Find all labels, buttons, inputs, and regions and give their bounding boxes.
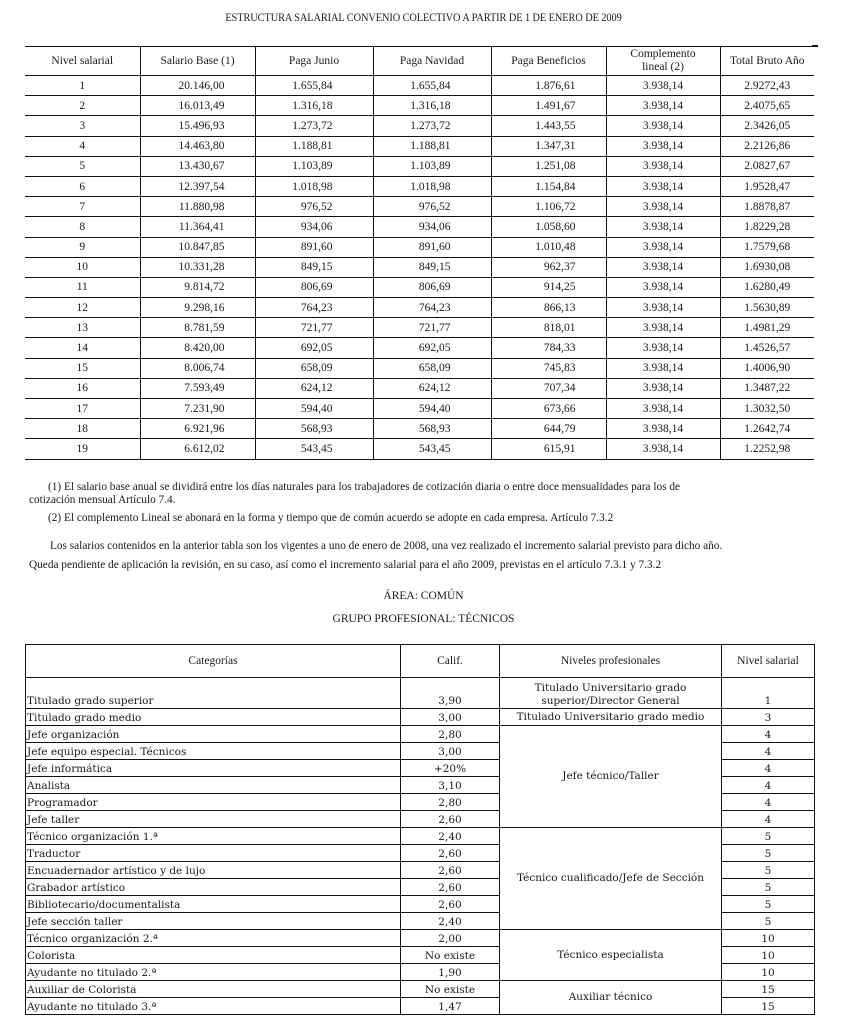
cell-category: Ayudante no titulado 3.ª — [26, 998, 401, 1015]
validity-paragraph — [29, 540, 822, 572]
header-niveles-profesionales: Niveles profesionales — [500, 645, 722, 678]
cell-nivel: 12 — [25, 298, 140, 318]
cell-complemento-lineal: 3.938,14 — [606, 156, 720, 176]
cell-paga-beneficios: 673,66 — [491, 399, 606, 419]
cell-nivel: 17 — [25, 399, 140, 419]
cell-paga-beneficios: 615,91 — [491, 439, 606, 459]
salary-table-row — [25, 116, 814, 136]
salary-table-header-row — [25, 47, 814, 76]
salary-table-body — [25, 76, 814, 460]
cell-complemento-lineal: 3.938,14 — [606, 136, 720, 156]
cell-nivel: 14 — [25, 338, 140, 358]
cell-paga-navidad: 806,69 — [373, 277, 491, 297]
salary-table-row — [25, 76, 814, 96]
cell-paga-beneficios: 1.443,55 — [491, 116, 606, 136]
header-total-bruto: Total Bruto Año — [720, 47, 814, 76]
cell-total-bruto: 1.8878,87 — [720, 197, 814, 217]
cell-calif: +20% — [401, 760, 500, 777]
cell-category: Bibliotecario/documentalista — [26, 896, 401, 913]
cell-category: Titulado grado medio — [26, 709, 401, 726]
cell-total-bruto: 2.3426,05 — [720, 116, 814, 136]
cell-professional-level: Titulado Universitario grado superior/Director General — [500, 678, 722, 709]
cell-salario-base: 7.593,49 — [140, 378, 255, 398]
cell-paga-junio: 692,05 — [255, 338, 373, 358]
cell-total-bruto: 1.8229,28 — [720, 217, 814, 237]
cell-salary-level: 4 — [722, 811, 815, 828]
cell-category: Analista — [26, 777, 401, 794]
cell-salario-base: 9.298,16 — [140, 298, 255, 318]
cell-salario-base: 12.397,54 — [140, 176, 255, 196]
cell-salario-base: 14.463,80 — [140, 136, 255, 156]
cell-category: Ayudante no titulado 2.ª — [26, 964, 401, 981]
cell-complemento-lineal: 3.938,14 — [606, 419, 720, 439]
cell-total-bruto: 2.9272,43 — [720, 76, 814, 96]
cell-professional-level: Titulado Universitario grado medio — [500, 709, 722, 726]
cell-salario-base: 15.496,93 — [140, 116, 255, 136]
cell-salary-level: 4 — [722, 777, 815, 794]
cell-paga-navidad: 1.018,98 — [373, 176, 491, 196]
cell-total-bruto: 1.9528,47 — [720, 176, 814, 196]
cell-salary-level: 5 — [722, 913, 815, 930]
cell-complemento-lineal: 3.938,14 — [606, 439, 720, 459]
footnote-1-line-1: (1) El salario base anual se dividirá entre los días naturales para los trabajadores de cotización diaria o entre doce mensualidades para los de — [48, 481, 681, 493]
cell-salario-base: 6.921,96 — [140, 419, 255, 439]
cell-nivel: 9 — [25, 237, 140, 257]
cell-calif: 1,90 — [401, 964, 500, 981]
cell-total-bruto: 2.2126,86 — [720, 136, 814, 156]
salary-table-row — [25, 439, 814, 459]
cell-total-bruto: 1.2252,98 — [720, 439, 814, 459]
cell-category: Jefe equipo especial. Técnicos — [26, 743, 401, 760]
cell-salario-base: 20.146,00 — [140, 76, 255, 96]
header-categorias: Categorías — [26, 645, 401, 678]
cell-nivel: 6 — [25, 176, 140, 196]
footnote-1 — [30, 481, 820, 507]
cell-complemento-lineal: 3.938,14 — [606, 176, 720, 196]
cell-paga-junio: 934,06 — [255, 217, 373, 237]
cell-paga-junio: 543,45 — [255, 439, 373, 459]
header-paga-junio: Paga Junio — [255, 47, 373, 76]
cell-salary-level: 3 — [722, 709, 815, 726]
cell-paga-beneficios: 644,79 — [491, 419, 606, 439]
cell-salario-base: 11.880,98 — [140, 197, 255, 217]
cell-calif: 2,40 — [401, 913, 500, 930]
cell-professional-level: Técnico especialista — [500, 930, 722, 981]
cell-nivel: 19 — [25, 439, 140, 459]
cell-salario-base: 6.612,02 — [140, 439, 255, 459]
cell-complemento-lineal: 3.938,14 — [606, 116, 720, 136]
cell-paga-beneficios: 1.106,72 — [491, 197, 606, 217]
cell-total-bruto: 2.4075,65 — [720, 96, 814, 116]
salary-table-row — [25, 257, 814, 277]
footnote-1-line-2: cotización mensual Artículo 7.4. — [29, 494, 176, 506]
cell-paga-junio: 594,40 — [255, 399, 373, 419]
cell-category: Técnico organización 1.ª — [26, 828, 401, 845]
cell-salary-level: 10 — [722, 930, 815, 947]
cell-paga-navidad: 934,06 — [373, 217, 491, 237]
cell-complemento-lineal: 3.938,14 — [606, 378, 720, 398]
cell-paga-navidad: 692,05 — [373, 338, 491, 358]
salary-table-row — [25, 338, 814, 358]
cell-paga-junio: 1.018,98 — [255, 176, 373, 196]
cell-category: Jefe taller — [26, 811, 401, 828]
cell-paga-navidad: 1.103,89 — [373, 156, 491, 176]
header-paga-navidad: Paga Navidad — [373, 47, 491, 76]
cell-complemento-lineal: 3.938,14 — [606, 217, 720, 237]
cell-paga-navidad: 568,93 — [373, 419, 491, 439]
cell-salary-level: 10 — [722, 947, 815, 964]
cell-professional-level: Jefe técnico/Taller — [500, 726, 722, 828]
cell-category: Grabador artístico — [26, 879, 401, 896]
cell-salario-base: 7.231,90 — [140, 399, 255, 419]
cell-calif: 2,60 — [401, 845, 500, 862]
category-row — [26, 678, 815, 709]
cell-salary-level: 15 — [722, 981, 815, 998]
cell-total-bruto: 2.0827,67 — [720, 156, 814, 176]
cell-paga-beneficios: 1.154,84 — [491, 176, 606, 196]
salary-table-row — [25, 96, 814, 116]
cell-calif: 1,47 — [401, 998, 500, 1015]
cell-paga-beneficios: 818,01 — [491, 318, 606, 338]
cell-salary-level: 5 — [722, 828, 815, 845]
cell-paga-beneficios: 1.876,61 — [491, 76, 606, 96]
cell-calif: 2,60 — [401, 862, 500, 879]
cell-salary-level: 5 — [722, 896, 815, 913]
cell-complemento-lineal: 3.938,14 — [606, 277, 720, 297]
cell-complemento-lineal: 3.938,14 — [606, 237, 720, 257]
cell-salario-base: 8.420,00 — [140, 338, 255, 358]
cell-nivel: 13 — [25, 318, 140, 338]
header-complemento-lineal — [606, 47, 720, 76]
validity-paragraph-line-1: Los salarios contenidos en la anterior tabla son los vigentes a uno de enero de 2008, una vez realizado el incremento salarial previsto para dicho año. — [50, 540, 723, 552]
cell-calif: 3,10 — [401, 777, 500, 794]
cell-professional-level: Auxiliar técnico — [500, 981, 722, 1015]
cell-complemento-lineal: 3.938,14 — [606, 76, 720, 96]
cell-category: Traductor — [26, 845, 401, 862]
header-paga-beneficios: Paga Beneficios — [491, 47, 606, 76]
cell-salary-level: 4 — [722, 794, 815, 811]
cell-paga-beneficios: 914,25 — [491, 277, 606, 297]
cell-paga-beneficios: 707,34 — [491, 378, 606, 398]
category-row — [26, 981, 815, 998]
cell-calif: 2,80 — [401, 726, 500, 743]
cell-complemento-lineal: 3.938,14 — [606, 338, 720, 358]
salary-table-row — [25, 237, 814, 257]
cell-salario-base: 16.013,49 — [140, 96, 255, 116]
cell-category: Titulado grado superior — [26, 678, 401, 709]
cell-salary-level: 5 — [722, 862, 815, 879]
header-complemento-lineal-text: Complemento lineal (2) — [630, 48, 696, 73]
cell-total-bruto: 1.6930,08 — [720, 257, 814, 277]
cell-salary-level: 1 — [722, 678, 815, 709]
cell-nivel: 2 — [25, 96, 140, 116]
cell-calif: 3,90 — [401, 678, 500, 709]
cell-complemento-lineal: 3.938,14 — [606, 318, 720, 338]
cell-paga-navidad: 849,15 — [373, 257, 491, 277]
salary-table-row — [25, 156, 814, 176]
category-row — [26, 930, 815, 947]
cell-paga-navidad: 543,45 — [373, 439, 491, 459]
cell-salario-base: 10.331,28 — [140, 257, 255, 277]
cell-nivel: 3 — [25, 116, 140, 136]
salary-table-row — [25, 419, 814, 439]
category-row — [26, 726, 815, 743]
cell-paga-navidad: 1.188,81 — [373, 136, 491, 156]
cell-calif: No existe — [401, 981, 500, 998]
cell-category: Jefe organización — [26, 726, 401, 743]
cell-salario-base: 8.006,74 — [140, 358, 255, 378]
cell-paga-junio: 849,15 — [255, 257, 373, 277]
salary-table-row — [25, 318, 814, 338]
cell-category: Encuadernador artístico y de lujo — [26, 862, 401, 879]
cell-salario-base: 10.847,85 — [140, 237, 255, 257]
cell-calif: 3,00 — [401, 743, 500, 760]
salary-table-row — [25, 358, 814, 378]
cell-salary-level: 4 — [722, 726, 815, 743]
cell-paga-junio: 1.273,72 — [255, 116, 373, 136]
cell-nivel: 4 — [25, 136, 140, 156]
cell-complemento-lineal: 3.938,14 — [606, 197, 720, 217]
cell-paga-junio: 721,77 — [255, 318, 373, 338]
cell-paga-junio: 806,69 — [255, 277, 373, 297]
cell-paga-navidad: 891,60 — [373, 237, 491, 257]
salary-structure-table — [25, 46, 814, 460]
cell-calif: 2,60 — [401, 896, 500, 913]
cell-paga-beneficios: 784,33 — [491, 338, 606, 358]
cell-paga-beneficios: 1.491,67 — [491, 96, 606, 116]
cell-calif: 2,60 — [401, 879, 500, 896]
cell-professional-level: Técnico cualificado/Jefe de Sección — [500, 828, 722, 930]
footnote-2 — [30, 512, 820, 525]
cell-nivel: 5 — [25, 156, 140, 176]
cell-paga-navidad: 1.273,72 — [373, 116, 491, 136]
cell-nivel: 8 — [25, 217, 140, 237]
header-salario-base: Salario Base (1) — [140, 47, 255, 76]
cell-nivel: 15 — [25, 358, 140, 378]
cell-paga-junio: 624,12 — [255, 378, 373, 398]
cell-paga-junio: 891,60 — [255, 237, 373, 257]
cell-paga-junio: 1.103,89 — [255, 156, 373, 176]
cell-salary-level: 4 — [722, 760, 815, 777]
cell-paga-beneficios: 1.251,08 — [491, 156, 606, 176]
cell-paga-navidad: 658,09 — [373, 358, 491, 378]
cell-paga-navidad: 1.655,84 — [373, 76, 491, 96]
cell-calif: 2,40 — [401, 828, 500, 845]
header-nivel-salarial: Nivel salarial — [25, 47, 140, 76]
cell-calif: 2,00 — [401, 930, 500, 947]
cell-salary-level: 15 — [722, 998, 815, 1015]
area-heading: ÁREA: COMÚN — [383, 590, 464, 602]
cell-salario-base: 9.814,72 — [140, 277, 255, 297]
cell-complemento-lineal: 3.938,14 — [606, 298, 720, 318]
cell-salario-base: 8.781,59 — [140, 318, 255, 338]
header-nivel-salarial: Nivel salarial — [722, 645, 815, 678]
salary-table-row — [25, 378, 814, 398]
cell-total-bruto: 1.4006,90 — [720, 358, 814, 378]
cell-total-bruto: 1.7579,68 — [720, 237, 814, 257]
cell-total-bruto: 1.4981,29 — [720, 318, 814, 338]
cell-category: Jefe sección taller — [26, 913, 401, 930]
header-calif: Calif. — [401, 645, 500, 678]
salary-table-row — [25, 197, 814, 217]
salary-table-row — [25, 217, 814, 237]
cell-paga-beneficios: 1.010,48 — [491, 237, 606, 257]
salary-table-row — [25, 176, 814, 196]
footnote-2-text: (2) El complemento Lineal se abonará en la forma y tiempo que de común acuerdo se adopte en cada empresa. Artículo 7.3.2 — [48, 512, 614, 524]
cell-paga-junio: 658,09 — [255, 358, 373, 378]
categories-table-body — [26, 678, 815, 1015]
cell-category: Jefe informática — [26, 760, 401, 777]
cell-salary-level: 5 — [722, 845, 815, 862]
cell-category: Técnico organización 2.ª — [26, 930, 401, 947]
cell-calif: 2,60 — [401, 811, 500, 828]
professional-group-heading: GRUPO PROFESIONAL: TÉCNICOS — [332, 613, 515, 625]
cell-paga-beneficios: 1.058,60 — [491, 217, 606, 237]
cell-total-bruto: 1.3487,22 — [720, 378, 814, 398]
cell-paga-beneficios: 962,37 — [491, 257, 606, 277]
cell-paga-beneficios: 745,83 — [491, 358, 606, 378]
cell-total-bruto: 1.5630,89 — [720, 298, 814, 318]
cell-category: Colorista — [26, 947, 401, 964]
cell-complemento-lineal: 3.938,14 — [606, 257, 720, 277]
cell-salary-level: 4 — [722, 743, 815, 760]
cell-paga-navidad: 721,77 — [373, 318, 491, 338]
cell-paga-junio: 1.188,81 — [255, 136, 373, 156]
cell-complemento-lineal: 3.938,14 — [606, 96, 720, 116]
cell-calif: 2,80 — [401, 794, 500, 811]
cell-salary-level: 10 — [722, 964, 815, 981]
cell-category: Programador — [26, 794, 401, 811]
cell-salary-level: 5 — [722, 879, 815, 896]
cell-nivel: 11 — [25, 277, 140, 297]
cell-nivel: 18 — [25, 419, 140, 439]
cell-nivel: 1 — [25, 76, 140, 96]
cell-total-bruto: 1.6280,49 — [720, 277, 814, 297]
category-row — [26, 828, 815, 845]
categories-table-header-row — [26, 645, 815, 678]
cell-salario-base: 13.430,67 — [140, 156, 255, 176]
salary-table-row — [25, 298, 814, 318]
validity-paragraph-line-2: Queda pendiente de aplicación la revisión, en su caso, así como el incremento salarial para el año 2009, previstas en el artículo 7.3.1 y 7.3.2 — [29, 559, 662, 571]
cell-paga-beneficios: 866,13 — [491, 298, 606, 318]
cell-nivel: 10 — [25, 257, 140, 277]
cell-complemento-lineal: 3.938,14 — [606, 399, 720, 419]
cell-total-bruto: 1.4526,57 — [720, 338, 814, 358]
cell-paga-navidad: 594,40 — [373, 399, 491, 419]
cell-nivel: 16 — [25, 378, 140, 398]
cell-paga-navidad: 1.316,18 — [373, 96, 491, 116]
cell-calif: 3,00 — [401, 709, 500, 726]
cell-complemento-lineal: 3.938,14 — [606, 358, 720, 378]
salary-table-row — [25, 136, 814, 156]
cell-calif: No existe — [401, 947, 500, 964]
cell-paga-junio: 1.655,84 — [255, 76, 373, 96]
cell-category: Auxiliar de Colorista — [26, 981, 401, 998]
category-row — [26, 709, 815, 726]
cell-paga-navidad: 624,12 — [373, 378, 491, 398]
document-title: ESTRUCTURA SALARIAL CONVENIO COLECTIVO A PARTIR DE 1 DE ENERO DE 2009 — [225, 12, 622, 24]
cell-paga-navidad: 976,52 — [373, 197, 491, 217]
cell-paga-beneficios: 1.347,31 — [491, 136, 606, 156]
categories-table — [25, 644, 815, 1015]
cell-salario-base: 11.364,41 — [140, 217, 255, 237]
cell-paga-junio: 764,23 — [255, 298, 373, 318]
cell-paga-junio: 1.316,18 — [255, 96, 373, 116]
cell-paga-junio: 568,93 — [255, 419, 373, 439]
cell-total-bruto: 1.3032,50 — [720, 399, 814, 419]
cell-paga-junio: 976,52 — [255, 197, 373, 217]
cell-nivel: 7 — [25, 197, 140, 217]
salary-table-row — [25, 277, 814, 297]
cell-paga-navidad: 764,23 — [373, 298, 491, 318]
cell-total-bruto: 1.2642,74 — [720, 419, 814, 439]
salary-table-row — [25, 399, 814, 419]
